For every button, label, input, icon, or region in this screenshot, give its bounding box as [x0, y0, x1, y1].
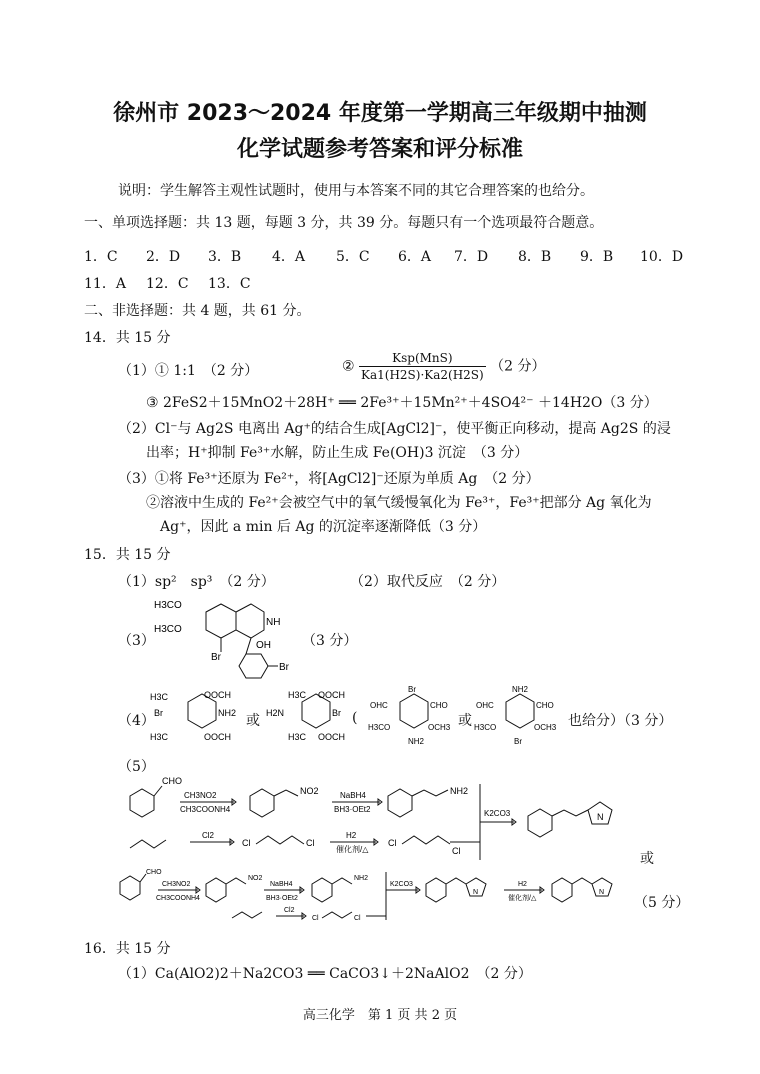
answer-key-title: 化学试题参考答案和评分标准: [236, 137, 523, 162]
section1-heading: 一、单项选择题：共 13 题，每题 3 分，共 39 分。每题只有一个选项最符合题意。: [84, 215, 604, 231]
chem-label-br-2: Br: [279, 662, 289, 673]
mc-answer-9: 9．B: [580, 249, 614, 265]
q15-part3-label: （3）: [118, 633, 155, 649]
q14-part2-line1: （2）Cl⁻与 Ag2S 电离出 Ag⁺的结合生成[AgCl2]⁻，使平衡正向移动，提高 Ag2S 的浸: [118, 421, 671, 437]
reagent-k2co3: K2CO3: [484, 809, 511, 818]
mc-answer-7: 7．D: [454, 249, 489, 265]
mc-answer-11: 11．A: [84, 276, 126, 292]
page-footer: 高三化学 第 1 页 共 2 页: [302, 1008, 458, 1023]
reagent-ch3coonh4: CH3COONH4: [180, 805, 231, 814]
q14-part1-c: ③ 2FeS2＋15MnO2＋28H⁺ ══ 2Fe³⁺＋15Mn²⁺＋4SO4²⁻ ＋14H2O（3 分）: [146, 395, 658, 411]
chem-label-cl: Cl: [452, 846, 461, 856]
q15-part4-structure-a: [148, 688, 244, 750]
q14-part1-b: [342, 350, 546, 383]
chem-label-br: Br: [154, 708, 163, 718]
reagent-catalyst: 催化剂/△: [508, 895, 537, 902]
q15-part5-label: （5）: [118, 759, 155, 775]
q14-part1-b-denominator: Ka1(H2S)·Ka2(H2S): [361, 368, 484, 382]
chem-label-cho: CHO: [430, 701, 448, 710]
q15-part3-score: （3 分）: [302, 633, 358, 649]
chem-label-n: N: [599, 889, 605, 896]
chem-label-h3co: H3CO: [474, 723, 497, 732]
chem-label-nh2: NH2: [408, 737, 425, 746]
reagent-h2: H2: [346, 831, 357, 840]
chem-label-h2n: H2N: [266, 708, 285, 718]
q14-part3-line1: （3）①将 Fe³⁺还原为 Fe²⁺，将[AgCl2]⁻还原为单质 Ag （2 分）: [118, 471, 540, 487]
mc-answer-1: 1．C: [84, 249, 118, 265]
reagent-nabh4: NaBH4: [340, 791, 366, 800]
chem-label-h3c: H3C: [288, 690, 307, 700]
chem-label-h3co: H3CO: [368, 723, 391, 732]
chem-label-nh2: NH2: [354, 875, 369, 882]
q14-part2-line2: 出率；H⁺抑制 Fe³⁺水解，防止生成 Fe(OH)3 沉淀 （3 分）: [146, 445, 529, 461]
chem-label-h3co-1: H3CO: [154, 600, 182, 611]
q14-part3-line3: Ag⁺，因此 a min 后 Ag 的沉淀率逐渐降低（3 分）: [160, 519, 487, 535]
q14-part1-b-numerator: Ksp(MnS): [359, 350, 486, 367]
chem-label-br: Br: [332, 708, 341, 718]
reagent-catalyst: 催化剂/△: [336, 845, 369, 854]
chem-label-nh2: NH2: [218, 708, 237, 718]
mc-answer-6: 6．A: [398, 249, 432, 265]
q15-part3-structure: [146, 592, 306, 684]
q14-heading: 14．共 15 分: [84, 330, 171, 346]
reagent-nabh4: NaBH4: [270, 881, 293, 888]
q14-part1-b-fraction: [359, 350, 486, 383]
mc-answer-5: 5．C: [336, 249, 370, 265]
instructions-note: 说明：学生解答主观性试题时，使用与本答案不同的其它合理答案的也给分。: [118, 183, 594, 199]
chem-label-ooch: OOCH: [204, 690, 231, 700]
q15-part4-label: （4）: [118, 713, 155, 729]
chem-label-cl: Cl: [242, 838, 251, 848]
q14-part1-b-score: （2 分）: [490, 358, 546, 375]
q14-part1-a: （1）① 1:1 （2 分）: [118, 363, 259, 379]
q15-part1: （1）sp² sp³ （2 分）: [118, 574, 275, 590]
chem-label-no2: NO2: [300, 786, 319, 796]
q15-part5-or: 或: [640, 851, 654, 867]
reagent-h2: H2: [518, 881, 527, 888]
q14-part1-b-prefix: ②: [342, 358, 355, 375]
q15-part4-or-2: 或: [458, 713, 472, 729]
chem-label-n: N: [473, 889, 479, 896]
chem-label-ohc: OHC: [476, 701, 494, 710]
chem-label-h3co-2: H3CO: [154, 624, 182, 635]
q15-part4-or: 或: [246, 713, 260, 729]
chem-label-h3c: H3C: [288, 732, 307, 742]
chem-label-cho: CHO: [536, 701, 554, 710]
chem-label-ohc: OHC: [370, 701, 388, 710]
mc-answer-8: 8．B: [518, 249, 552, 265]
reagent-ch3coonh4: CH3COONH4: [156, 895, 200, 902]
chem-label-ooch: OOCH: [204, 732, 231, 742]
mc-answer-4: 4．A: [272, 249, 306, 265]
mc-answer-12: 12．C: [146, 276, 189, 292]
reagent-cl2: Cl2: [284, 907, 295, 914]
chem-label-nh2: NH2: [450, 786, 469, 796]
reagent-bh3oet2: BH3·OEt2: [334, 805, 371, 814]
reagent-ch3no2: CH3NO2: [162, 881, 191, 888]
section2-heading: 二、非选择题：共 4 题，共 61 分。: [84, 303, 311, 319]
q15-part4-structure-d: [474, 684, 566, 750]
q15-heading: 15．共 15 分: [84, 547, 171, 563]
q15-part2: （2）取代反应 （2 分）: [350, 574, 506, 590]
chem-label-h3c: H3C: [150, 692, 169, 702]
reagent-k2co3: K2CO3: [390, 881, 413, 888]
q15-part4-structure-b: [266, 688, 356, 750]
chem-label-nh: NH: [266, 617, 281, 628]
chem-label-cho: CHO: [162, 776, 182, 786]
chem-label-cl: Cl: [312, 915, 319, 922]
chem-label-ooch: OOCH: [318, 690, 345, 700]
q15-part5-score: （5 分）: [634, 895, 690, 911]
q16-part1: （1）Ca(AlO2)2＋Na2CO3 ══ CaCO3↓＋2NaAlO2 （2 分）: [118, 966, 532, 982]
q15-part4-paren: (: [352, 710, 358, 726]
chem-label-no2: NO2: [248, 875, 263, 882]
chem-label-br-1: Br: [211, 652, 221, 663]
chem-label-ooch: OOCH: [318, 732, 345, 742]
chem-label-h3c: H3C: [150, 732, 169, 742]
chem-label-cl: Cl: [306, 838, 315, 848]
chem-label-n: N: [597, 812, 604, 822]
chem-label-cl: Cl: [354, 915, 361, 922]
chem-label-cl: Cl: [388, 838, 397, 848]
q15-part4-structure-c: [368, 684, 460, 750]
mc-answer-13: 13．C: [208, 276, 251, 292]
reagent-cl2: Cl2: [202, 831, 215, 840]
reagent-ch3no2: CH3NO2: [184, 791, 217, 800]
chem-label-cho: CHO: [146, 869, 162, 876]
chem-label-oh: OH: [256, 640, 271, 651]
chem-label-och3: OCH3: [428, 723, 451, 732]
chem-label-br: Br: [514, 737, 522, 746]
chem-label-nh2: NH2: [512, 685, 529, 694]
q16-heading: 16．共 15 分: [84, 941, 171, 957]
chem-label-br: Br: [408, 685, 416, 694]
exam-title: 徐州市 2023～2024 年度第一学期高三年级期中抽测: [113, 101, 647, 126]
q15-part5-route-2: [112, 868, 656, 938]
mc-answer-10: 10．D: [640, 249, 684, 265]
q15-part4-tail: 也给分）（3 分）: [568, 713, 673, 729]
mc-answer-3: 3．B: [208, 249, 242, 265]
reagent-bh3oet2: BH3·OEt2: [266, 895, 298, 902]
q14-part3-line2: ②溶液中生成的 Fe²⁺会被空气中的氧气缓慢氧化为 Fe³⁺，Fe³⁺把部分 Ag 氧化为: [146, 495, 652, 511]
chem-label-och3: OCH3: [534, 723, 557, 732]
mc-answer-2: 2．D: [146, 249, 181, 265]
